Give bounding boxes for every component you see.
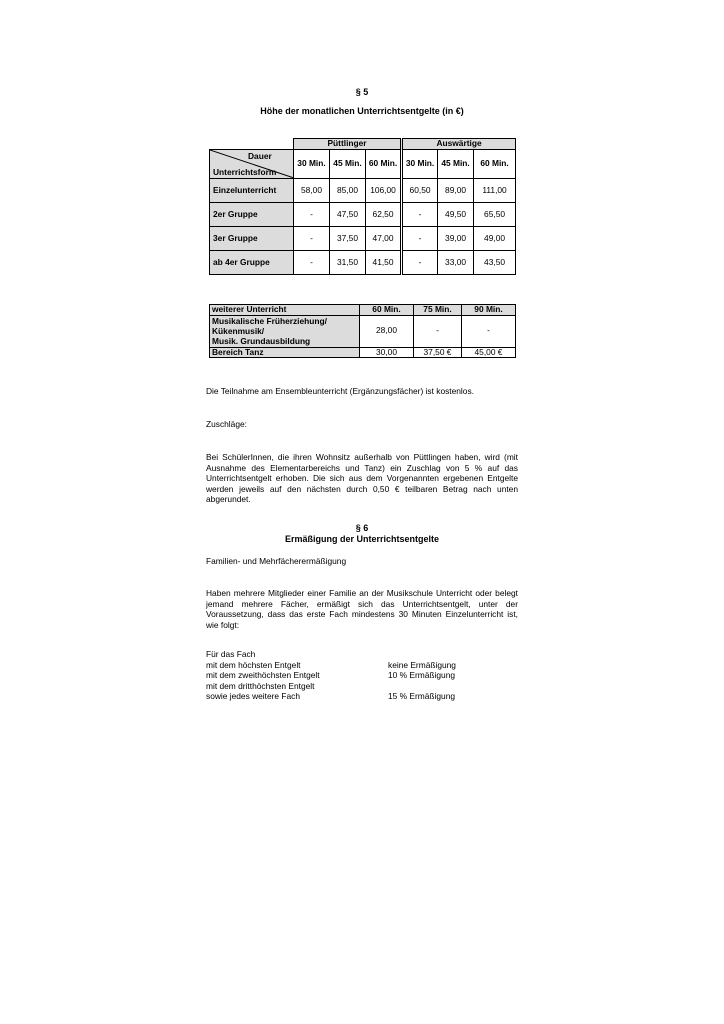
corner-cell [210,150,294,179]
table-row [210,347,516,358]
fee-cell: - [294,227,330,251]
header-cell: weiterer Unterricht [210,305,360,316]
duration-header: 30 Min. [402,150,438,179]
fee-cell: 37,50 € [414,347,462,358]
header-cell: 75 Min. [414,305,462,316]
fee-cell: 65,50 [474,203,516,227]
table-row [210,227,516,251]
fee-cell: 58,00 [294,179,330,203]
row-label: Einzelunterricht [210,179,294,203]
list-item [206,670,518,681]
fee-cell: 62,50 [366,203,402,227]
fee-cell: - [414,315,462,347]
list-item-label: mit dem zweithöchsten Entgelt [206,670,320,680]
fee-cell: 49,00 [474,227,516,251]
row-label: Bereich Tanz [210,347,360,358]
table-row [210,315,516,347]
list-item [206,681,518,692]
section-5-number: § 5 [355,87,369,97]
section-6-paragraph: Haben mehrere Mitglieder einer Familie an der Musikschule Unterricht oder belegt jemand mehrere Fächer, ermäßigt sich das Unterrichtsentgelt, unter der Voraussetzung, dass das erste Fach mindestens 30 Minuten Einzelunterricht ist, wie folgt: [206,588,518,630]
ensemble-note: Die Teilnahme am Ensembleunterricht (Ergänzungsfächer) ist kostenlos. [206,386,474,396]
section-6-number: § 6 [355,523,369,533]
list-item-label: mit dem dritthöchsten Entgelt [206,681,315,691]
table-row [210,251,516,275]
fee-cell: 37,50 [330,227,366,251]
fee-cell: 49,50 [438,203,474,227]
row-label-line: Musikalische Früherziehung/ [212,315,327,326]
fee-cell: 33,00 [438,251,474,275]
fee-cell: - [294,251,330,275]
table-row [210,179,516,203]
fees-table-duration-row [210,150,516,179]
list-item [206,691,518,702]
fee-cell: - [402,251,438,275]
fee-cell: 43,50 [474,251,516,275]
row-label: 3er Gruppe [210,227,294,251]
fee-cell: 41,50 [366,251,402,275]
surcharge-heading: Zuschläge: [206,419,247,429]
group-header-puettlinger: Püttlinger [294,139,402,150]
surcharge-paragraph: Bei SchülerInnen, die ihren Wohnsitz außerhalb von Püttlingen haben, wird (mit Ausnahme des Elementarbereichs und Tanz) ein Zuschlag von 5 % auf das Unterrichtsentgelt erhoben. Die sich aus dem Vorgenannten ergebenen Entgelte werden jeweils auf den nächsten durch 0,50 € teilbaren Betrag nach unten abgerundet. [206,452,518,505]
group-header-auswaertige: Auswärtige [402,139,516,150]
fee-cell: 39,00 [438,227,474,251]
fee-cell: 47,00 [366,227,402,251]
list-item [206,660,518,671]
fee-cell: - [462,315,516,347]
fee-cell: 60,50 [402,179,438,203]
duration-header: 30 Min. [294,150,330,179]
fee-cell: 28,00 [360,315,414,347]
discount-list-intro: Für das Fach [206,649,256,659]
corner-label-form: Unterrichtsform [213,167,277,177]
further-lessons-header-row [210,305,516,316]
section-6-subtitle: Familien- und Mehrfächerermäßigung [206,556,347,566]
list-item-value: 15 % Ermäßigung [388,691,456,701]
header-cell: 60 Min. [360,305,414,316]
row-label: ab 4er Gruppe [210,251,294,275]
row-label-line: Musik. Grundausbildung [212,336,311,347]
fee-cell: 111,00 [474,179,516,203]
fee-cell: 45,00 € [462,347,516,358]
header-cell: 90 Min. [462,305,516,316]
fee-cell: 85,00 [330,179,366,203]
corner-label-duration: Dauer [248,151,272,161]
fee-cell: 89,00 [438,179,474,203]
duration-header: 60 Min. [366,150,402,179]
list-item-label: sowie jedes weitere Fach [206,691,301,701]
list-item-value: 10 % Ermäßigung [388,670,456,680]
section-6-title: Ermäßigung der Unterrichtsentgelte [284,534,440,544]
further-lessons-table [209,304,516,358]
row-label-line: Kükenmusik/ [212,326,265,336]
fee-cell: - [402,203,438,227]
table-row [210,203,516,227]
list-item-label: mit dem höchsten Entgelt [206,660,301,670]
fee-cell: 30,00 [360,347,414,358]
row-label: 2er Gruppe [210,203,294,227]
fee-cell: 31,50 [330,251,366,275]
row-label [210,315,360,347]
fees-table [209,138,516,275]
duration-header: 60 Min. [474,150,516,179]
fee-cell: - [294,203,330,227]
fees-table-group-header-row [210,139,516,150]
duration-header: 45 Min. [438,150,474,179]
fee-cell: 47,50 [330,203,366,227]
section-5-title: Höhe der monatlichen Unterrichtsentgelte (in €) [260,106,464,116]
fee-cell: - [402,227,438,251]
list-item-value: keine Ermäßigung [388,660,456,670]
fee-cell: 106,00 [366,179,402,203]
duration-header: 45 Min. [330,150,366,179]
